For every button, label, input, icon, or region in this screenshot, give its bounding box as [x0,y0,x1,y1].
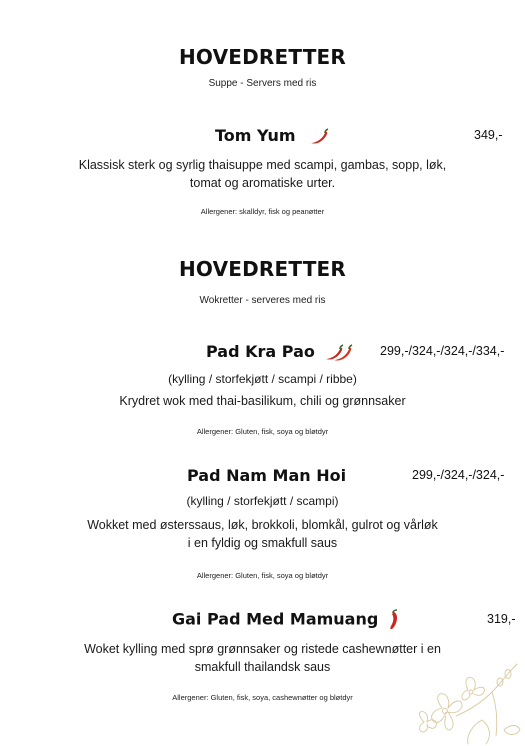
dish-price-pad-nam-man-hoi: 299,-/324,-/324,- [412,468,505,482]
chili-icon [307,128,331,146]
section-2-subtitle: Wokretter - serveres med ris [199,295,326,306]
chili-icon [385,609,401,631]
dish-name-text: Gai Pad Med Mamuang [172,609,379,629]
dish-name-pad-nam-man-hoi: Pad Nam Man Hoi [187,466,347,485]
dish-name-text: Pad Kra Pao [206,342,315,361]
section-1-title: HOVEDRETTER [178,45,346,69]
dish-variants-pad-kra-pao: (kylling / storfekjøtt / scampi / ribbe) [168,372,357,386]
dish-description-pad-kra-pao [0,392,525,410]
dish-name-tom-yum [215,126,331,146]
description-line: Woket kylling med sprø grønnsaker og ristede cashewnøtter i en [84,642,441,656]
section-2-title: HOVEDRETTER [178,257,346,281]
dish-description-pad-nam-man-hoi [0,516,525,552]
description-line: i en fyldig og smakfull saus [187,536,338,550]
allergen-info-pad-kra-pao: Allergener: Gluten, fisk, soya og bløtdyr [196,427,329,436]
dish-price-pad-kra-pao: 299,-/324,-/324,-/334,- [380,344,505,358]
dish-price-gai-pad-med-mamuang: 319,- [487,612,516,626]
description-line: Klassisk sterk og syrlig thaisuppe med scampi, gambas, sopp, løk, [78,158,447,172]
section-1-subtitle: Suppe - Servers med ris [208,78,317,89]
description-line: tomat og aromatiske urter. [189,176,336,190]
dish-price-tom-yum: 349,- [474,128,503,142]
description-line: smakfull thailandsk saus [194,660,331,674]
description-line: Wokket med østerssaus, løk, brokkoli, blomkål, gulrot og vårløk [87,518,438,532]
dish-description-tom-yum [0,156,525,192]
double-chili-icon [324,344,356,362]
dish-variants-pad-nam-man-hoi: (kylling / storfekjøtt / scampi) [186,494,339,508]
orchid-illustration-icon [412,660,522,746]
allergen-info-gai-pad-med-mamuang: Allergener: Gluten, fisk, soya, cashewnøtter og bløtdyr [172,693,353,702]
dish-name-text: Tom Yum [215,126,296,145]
allergen-info-tom-yum: Allergener: skalldyr, fisk og peanøtter [200,207,325,216]
dish-name-pad-kra-pao [206,342,356,362]
allergen-info-pad-nam-man-hoi: Allergener: Gluten, fisk, soya og bløtdyr [196,571,329,580]
description-line: Krydret wok med thai-basilikum, chili og grønnsaker [119,394,406,408]
dish-name-gai-pad-med-mamuang [172,609,401,631]
